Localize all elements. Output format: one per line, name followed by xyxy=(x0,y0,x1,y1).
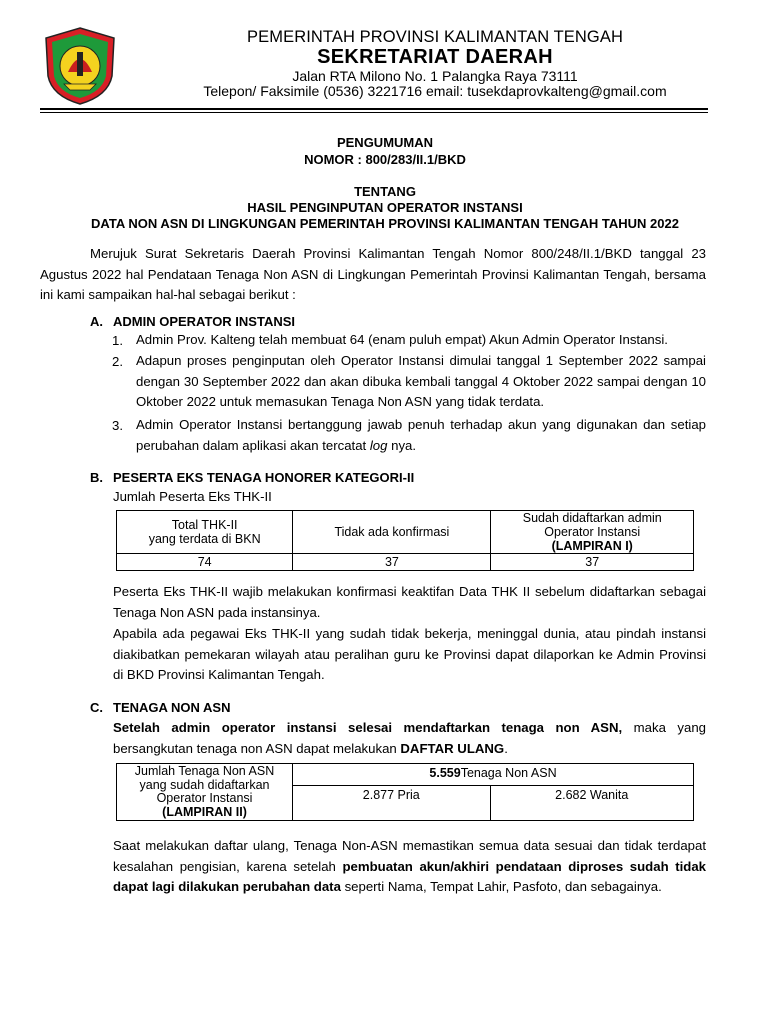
letterhead-office: SEKRETARIAT DAERAH xyxy=(317,46,553,68)
section-c-label: C. xyxy=(90,700,103,715)
table-header-row xyxy=(117,511,694,554)
section-b-caption: Jumlah Peserta Eks THK-II xyxy=(113,489,272,504)
non-asn-table xyxy=(116,763,694,821)
non-asn-label-cell: Jumlah Tenaga Non ASN yang sudah didaftarkan Operator Instansi (LAMPIRAN II) xyxy=(117,764,293,821)
item-a3-number: 3. xyxy=(112,418,123,433)
section-c-lead: Setelah admin operator instansi selesai mendaftarkan tenaga non ASN, maka yang bersangkutan tenaga non ASN dapat melakukan DAFTAR ULANG. xyxy=(113,720,706,756)
item-a2-text: Adapun proses penginputan oleh Operator Instansi dimulai tanggal 1 September 2022 sampai dengan 30 September 2022 dan akan dibuka kembali tanggal 4 Oktober 2022 sampai dengan 10 Oktober 2022 untuk memasukan Tenaga Non ASN yang tidak terdata. xyxy=(136,353,706,410)
section-b-label: B. xyxy=(90,470,103,485)
letterhead-government: PEMERINTAH PROVINSI KALIMANTAN TENGAH xyxy=(247,28,623,46)
item-a3-text: Admin Operator Instansi bertanggung jawab penuh terhadap akun yang digunakan dan setiap perubahan dalam aplikasi akan tercatat log nya. xyxy=(136,417,706,453)
section-a-title: ADMIN OPERATOR INSTANSI xyxy=(113,314,296,329)
thk2-value-total: 74 xyxy=(117,554,293,571)
thk2-table xyxy=(116,510,694,571)
thk2-header-unconfirmed: Tidak ada konfirmasi xyxy=(293,511,491,554)
intro-paragraph: Merujuk Surat Sekretaris Daerah Provinsi Kalimantan Tengah Nomor 800/248/II.1/BKD tanggal 23 Agustus 2022 hal Pendataan Tenaga Non ASN di Lingkungan Pemerintah Provinsi Kalimantan Tengah, bersama ini kami sampaikan hal-hal sebagai berikut : xyxy=(40,246,706,303)
thk2-header-registered: Sudah didaftarkan admin Operator Instansi (LAMPIRAN I) xyxy=(491,511,694,554)
section-c-title: TENAGA NON ASN xyxy=(113,700,231,715)
item-a1-number: 1. xyxy=(112,333,123,348)
section-b-paragraph-1: Peserta Eks THK-II wajib melakukan konfirmasi keaktifan Data THK II sebelum didaftarkan sebagai Tenaga Non ASN pada instansinya. xyxy=(113,584,706,620)
thk2-header-total: Total THK-II yang terdata di BKN xyxy=(117,511,293,554)
letterhead-rule-thin xyxy=(40,112,708,113)
section-b-title: PESERTA EKS TENAGA HONORER KATEGORI-II xyxy=(113,470,415,485)
provincial-emblem-icon xyxy=(40,26,120,106)
table-row xyxy=(117,554,694,571)
table-row xyxy=(117,764,694,786)
section-b-paragraph-2: Apabila ada pegawai Eks THK-II yang sudah tidak bekerja, meninggal dunia, atau pindah instansi diakibatkan pemekaran wilayah atau peralihan guru ke Provinsi dapat dilaporkan ke Admin Provinsi di BKD Provinsi Kalimantan Tengah. xyxy=(113,626,706,683)
announcement-about: TENTANG xyxy=(354,184,416,199)
thk2-value-unconfirmed: 37 xyxy=(293,554,491,571)
letterhead-rule-thick xyxy=(40,108,708,110)
announcement-subject-1: HASIL PENGINPUTAN OPERATOR INSTANSI xyxy=(247,200,523,215)
non-asn-female-cell: 2.682 Wanita xyxy=(490,786,694,821)
thk2-value-registered: 37 xyxy=(491,554,694,571)
item-a2-number: 2. xyxy=(112,354,123,369)
announcement-heading: PENGUMUMAN xyxy=(336,135,434,150)
announcement-number: NOMOR : 800/283/II.1/BKD xyxy=(304,152,466,167)
letterhead-contact: Telepon/ Faksimile (0536) 3221716 email: tusekdaprovkalteng@gmail.com xyxy=(203,83,667,99)
item-a1-text: Admin Prov. Kalteng telah membuat 64 (enam puluh empat) Akun Admin Operator Instansi. xyxy=(136,332,668,347)
section-a-label: A. xyxy=(90,314,103,329)
non-asn-male-cell: 2.877 Pria xyxy=(293,786,490,821)
non-asn-total-cell: 5.559Tenaga Non ASN xyxy=(293,764,694,786)
section-c-closing: Saat melakukan daftar ulang, Tenaga Non-ASN memastikan semua data sesuai dan tidak terdapat kesalahan pengisian, karena setelah pembuatan akun/akhiri pendataan diproses sudah tidak dapat lagi dilakukan perubahan data seperti Nama, Tempat Lahir, Pasfoto, dan sebagainya. xyxy=(113,838,706,895)
letterhead-address: Jalan RTA Milono No. 1 Palangka Raya 73111 xyxy=(292,68,578,84)
announcement-subject-2: DATA NON ASN DI LINGKUNGAN PEMERINTAH PROVINSI KALIMANTAN TENGAH TAHUN 2022 xyxy=(91,216,679,231)
